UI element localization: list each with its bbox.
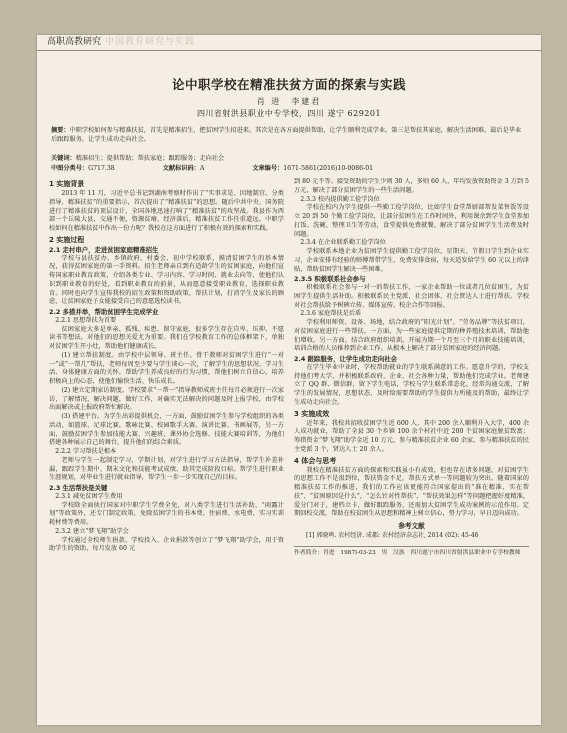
clc-value: G717.38 xyxy=(88,165,115,172)
body-columns xyxy=(49,178,529,719)
paragraph: (2) 建立定期家访制度。学校要求“一帮一”指导教师成班主任每月必须进行一次家访，了解情况，解决问题，做好工作，对确实无法解决的问题及时上报学校，由学校出面解决或上报政府帮忙解决。 xyxy=(49,386,284,412)
abstract xyxy=(51,126,527,145)
right-column-body xyxy=(294,178,529,519)
paragraph: (1) 建立帮扶制度。由学校中层领导、班主任、骨干教师对贫困学生进行“一对一”或“一帮几”帮扶，老师每周至少要与学生谈心一次，了解学生的思想状况、学习生活、身体健康方面的关怀，帮助学生养成良好的行为习惯，帮他们树立自信心，培养积极向上的心态，使他们愉快生活、快乐成长。 xyxy=(49,351,284,385)
keywords-label: 关键词： xyxy=(51,155,76,162)
subsection-heading: 2.2 多措并举，帮助贫困学生完成学业 xyxy=(49,308,159,316)
abstract-label: 摘要： xyxy=(51,127,70,134)
journal-name: 高职高教研究 xyxy=(47,37,102,47)
paragraph: 2013 年 11 月，习近平总书记到湖南考察时作出了“实事求是、因地制宜、分类指导、精准扶贫”的重要指示，首次提出了“精准扶贫”的思想。随后中共中央、国务院进行了精准扶贫的顶层设计，全国各地迅速打响了“精准扶贫”的攻坚战。我县作为西部一个丘陵大县，交通不便，资源贫瘠，经济落后，精准扶贫工作任重道远。中职学校如何在精准扶贫中作出一份力呢？我校在这方面进行了积极有效的探索和实践。 xyxy=(49,190,284,232)
paragraph: 老师与学生一起制定学习、学期计划，对学生进行学习方法指导，帮学生补差补漏，跟踪学生期中、期末文化和技能考试成绩，助其完成阶段目标。帮学生进行职业生涯规划，对毕业生进行就业指导，帮学生一步一步实现自己的目标。 xyxy=(49,456,284,482)
subsection-heading: 2.3.5 积极联系社会参与 xyxy=(294,275,366,284)
header-faded-text: 中国教育研究与实践 xyxy=(105,37,196,47)
article-number xyxy=(252,164,373,173)
doc-value: A xyxy=(199,165,205,172)
paragraph: 积极联系社会参与一对一的帮扶工作，一家企业帮助一位或者几位贫困生，为贫困学生提供生活补助。积极联系民主党派，社会团体，社会贤达人士进行帮扶。学校对社会帮扶给予树碑立传、媒体宣传、校企合作等回报。 xyxy=(294,284,529,309)
abstract-text: 中职学校如何参与精准扶贫，首先是精准招生，把贫困学生招进来。其次是在各方面提供帮助，让学生顺利完成学业。第三是帮扶其家庭，解决生活困难。最后是毕业后跟踪服务，让学生成功走向社会。 xyxy=(51,127,522,144)
article-value: 1671-5861(2016)10-0086-01 xyxy=(283,165,374,172)
subsubsection-heading: 2.3.2 建立“梦飞翔”助学会 xyxy=(55,527,129,535)
subsubsection-heading: 2.3.6 家庭帮扶是后盾 xyxy=(300,310,362,318)
paragraph: 学校除全面执行国家对中职学生学费全免，对八类学生进行生活补助，“雨露计划”等政策外，还专门制定政策，免除贫困学生的书本费、住宿费、水电费，实习实训耗材费等费用。 xyxy=(49,501,284,526)
subsubsection-heading: 2.3.4 在企业联系勤工俭学岗位 xyxy=(300,239,386,247)
section-heading: 1 实施背景 xyxy=(49,180,85,188)
clc-label: 中图分类号： xyxy=(51,165,89,172)
keywords-text: 精准招生；提供帮助；帮扶家庭；跟踪服务；走向社会 xyxy=(75,155,225,162)
paragraph: (3) 搭建平台。为学生出彩提供机会，一方面，鼓励贫困学生参与学校组织的各类活动，如篮球、足球比赛，歌咏比赛、校园歌手大赛、演讲比赛、书画展等，另一方面，鼓励贫困学生参加技能大赛、兴趣班、课外协会选修、技能大赛培训等，为他们搭建各种展示自己的舞台，提升他们的综合素质。 xyxy=(49,413,284,447)
doc-label: 文献标识码： xyxy=(162,165,200,172)
paragraph: 到 80 元不等。接受资助的学生少则 30 人，多则 60 人，年均发放资助资金 3 万到 5 万元，解决了部分贫困学生的一些生活问题。 xyxy=(294,178,529,194)
classification-row xyxy=(51,164,527,173)
paragraph: 贫困家庭大多是单亲、孤残、疾患、留守家庭，很多学生存在自卑、压抑、不愿读书等想法，对他们的思想关爱尤为重要。我们在学校教育工作的总体框架下，单独对贫困学生开小灶，帮助他们健康成长。 xyxy=(49,325,284,350)
section-heading: 3 实施成效 xyxy=(294,409,330,418)
subsubsection-heading: 2.3.3 校内提供勤工俭学岗位 xyxy=(300,195,380,203)
paragraph: 学校在校内为学生提供一些勤工俭学岗位，比如学生食堂帮厨部帮发菜售饭等设立 20 到 50 个勤工俭学岗位，让部分贫困生在工作时间外，利用课余到学生食堂参加打饭、洗碗、整理卫生等劳动，食堂提供免费就餐，解决了部分贫困学生生活费及时问题。 xyxy=(294,204,529,238)
subsubsection-heading: 2.2.1 思想帮扶为首要 xyxy=(55,316,117,324)
author-note: 作者简介：肖进 1987l-03-23 男 汉族 四川遂宁市四川省射洪县职业中专学校教师 xyxy=(294,546,529,557)
paragraph: 我校在精准扶贫方面的探索和实践虽小有成效，但也存在诸多问题，对贫困学生的思想工作不是很到位，帮扶资金不足，帮扶方式单一等问题较为突出。随着国家的精准扶贫工作的推进，我们的工作应该更能符合国家提出的“准在精准、实在帮扶”、“贫困原因是什么”，“怎么针对性帮扶”，“帮扶效果怎样”等问题把握好度精准，爱分门对于，建档立卡，做好跟踪服务，还需加大贫困学生成功案例的示范作用。定期回校交流，帮助在校贫困生从思想和精神上树立信心，努力学习，早日迈向成功。 xyxy=(294,466,529,518)
subsection-heading: 2.1 走村串户，走进贫困家庭精准招生 xyxy=(49,245,159,254)
article-label: 文章编号： xyxy=(252,165,284,172)
subsection-heading: 2.4 跟踪服务，让学生成功走向社会 xyxy=(294,355,398,363)
paragraph: 学校与县扶贫办、乡镇政府、村委会、初中学校联系，摸清贫困学生的基本情况，获得贫困家庭的第一手资料。招生老师亲自到有适龄学生的贫困家庭，向他们宣传国家职业教育政策，介绍各类专业、学习内容、学习时间、就业去向等，使他们认识到职业教育的好处，看到职业教育的前景，从而愿意接受职业教育，选择职业教育。同时也向学生宣传我校的招生政策和资助政策，帮扶计划，打消学生及家长的顾虑，让贫困家庭子女能接受自己的意愿选校读书。 xyxy=(49,254,284,306)
paper-affiliation: 四川省射洪县职业中专学校，四川 遂宁 629201 xyxy=(196,109,382,118)
references-title: 参考文献 xyxy=(398,522,425,530)
paragraph: 在学生毕业中业时，学校帮助就业的学生联系满意的工作。愿意升学的，学校支持他们考大学，并积极联系政府、企业、社会各种力量，帮助他们完成学业。老师建立了 QQ 群、微信群，留下学生电话，学校与学生联系常态化，经常沟通交流，了解学生的发展情况，思想状态，及时给需要帮助的学生提供力所能及的帮助，最终让学生成功走向社会。 xyxy=(294,363,529,406)
paragraph: 学校利用师资、设备、场地，结合政府的“阳光计划”、“劳务品牌”等扶贫项目，对贫困家庭进行一些帮扶，一方面，为一些家庭提供定期的种养殖技术培训，帮助他们增收。另一方面，结合政府组织培训，开展为期一个月至三个月的职业技能培训，培训合格的人员推荐到企业工作。从根本上解决了部分贫困家庭的经济问题。 xyxy=(294,319,529,353)
reference-item: [1] 郭晓鸣. 农村经济. 成都: 农村经济杂志社, 2014 (02): 45-46 xyxy=(306,531,479,539)
keywords xyxy=(51,154,527,163)
paragraph: 近年来，我校共招收贫困学生近 600 人，其中 200 余人顺利升入大学，400 余人成功就业，帮助了全县 30 个乡镇 100 余个村社中近 200 个贫困家庭脱贫致富；筹措资金“梦飞翔”助学金近 10 万元，参与精准扶贫企业 60 余家，参与精准扶贫的民主党派 3 个，贤达人士 20 余人。 xyxy=(294,419,529,453)
subsubsection-heading: 2.3.1 减免贫困学生费用 xyxy=(55,492,123,500)
right-column xyxy=(294,178,529,719)
section-heading: 2 实施过程 xyxy=(49,235,85,244)
subsubsection-heading: 2.2.2 学习帮扶是根本 xyxy=(55,448,117,455)
journal-header xyxy=(37,35,541,51)
paper-title: 论中职学校在精准扶贫方面的探索与实践 xyxy=(171,77,406,92)
clc-code xyxy=(51,164,115,173)
paper-authors: 肖 进 李建君 xyxy=(256,97,322,106)
subsection-heading: 2.3 生活帮扶是关键 xyxy=(49,484,108,492)
section-heading: 4 体会与思考 xyxy=(294,456,337,465)
references-list xyxy=(294,532,529,540)
journal-page xyxy=(37,35,541,725)
paragraph: 学校联系本地企业为贫困学生提供勤工俭学岗位，星期天、节假日学生到企业实习，企业安排有经验的师傅帮带学生，免费安排食宿，每天适发给学生 60 元以上的津贴，帮助贫困学生解决一些困难。 xyxy=(294,248,529,273)
doc-code xyxy=(163,164,205,173)
paragraph: 学校通过全校师生捐款、学校投入、企业捐款等创立了“梦飞翔”助学会，用于资助学生的资助，每月发放 60 元 xyxy=(49,536,284,553)
left-column xyxy=(49,178,284,719)
